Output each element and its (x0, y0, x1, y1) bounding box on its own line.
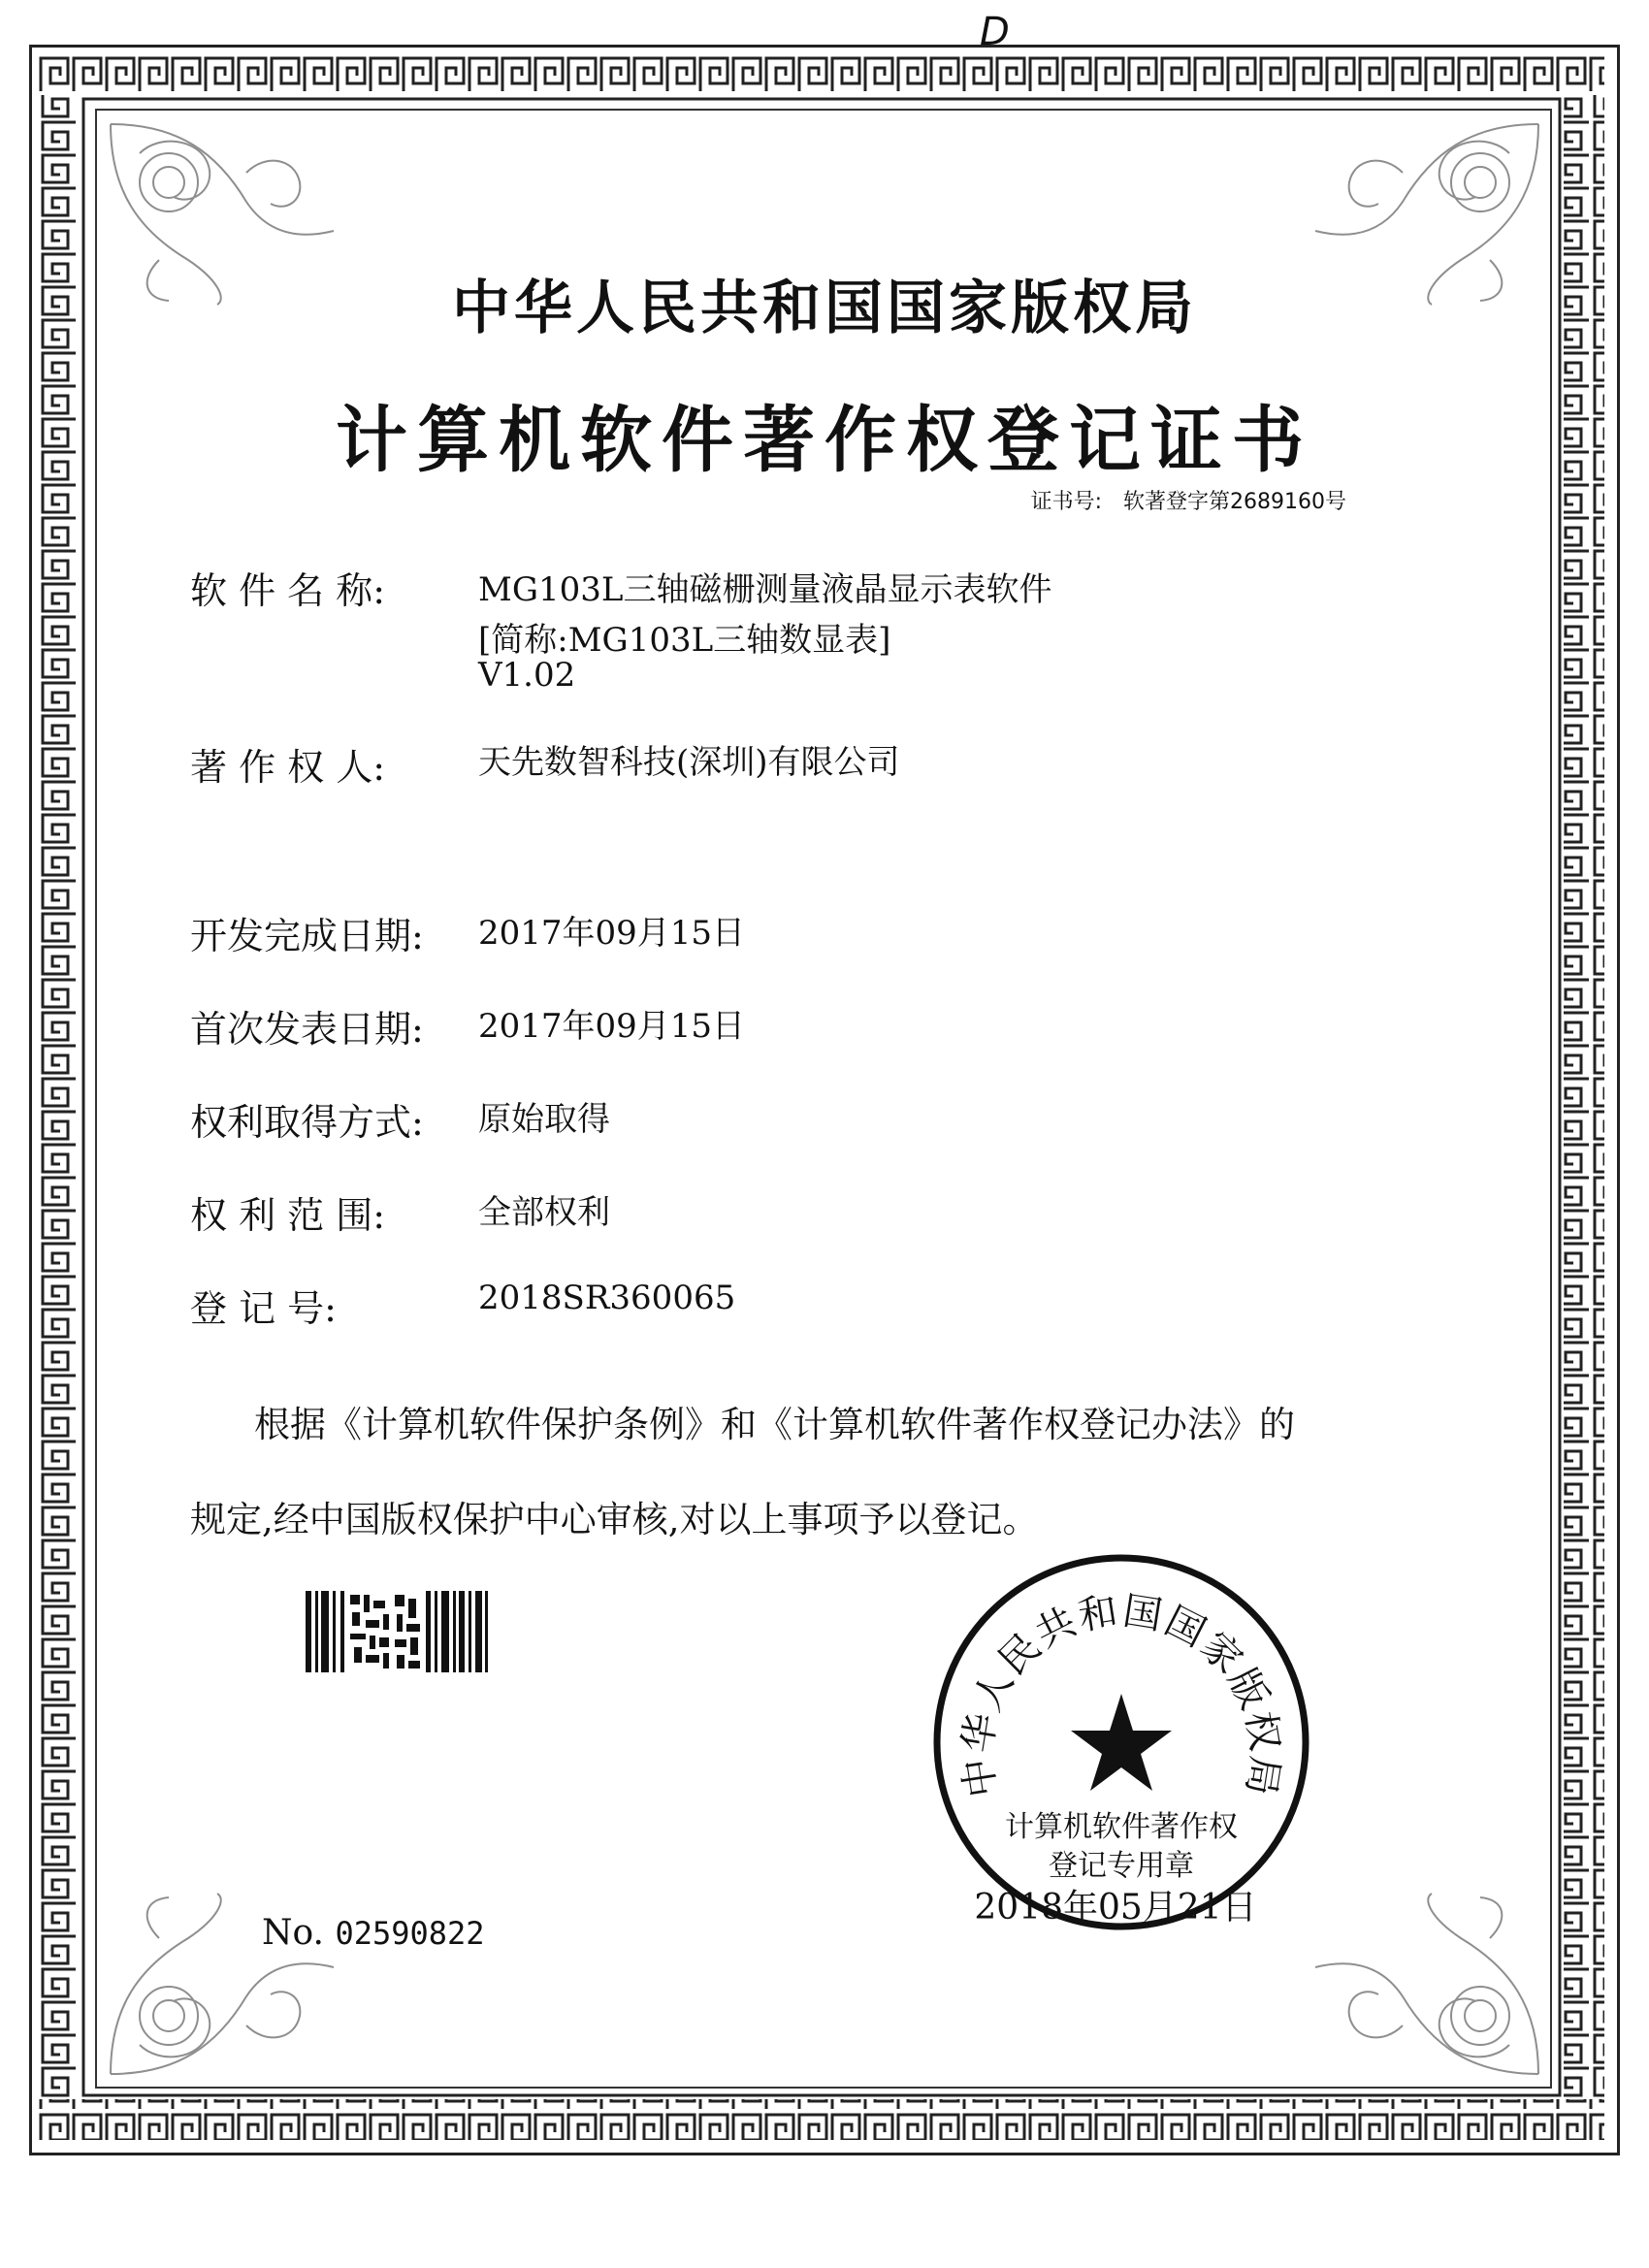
rights-scope-label: 权 利 范 围: (190, 1194, 386, 1237)
star-icon (1071, 1694, 1172, 1791)
software-name-value: MG103L三轴磁栅测量液晶显示表软件 (478, 570, 1052, 609)
body-text-line: 规定,经中国版权保护中心审核,对以上事项予以登记。 (190, 1499, 1039, 1540)
issue-date: 2018年05月21日 (974, 1888, 1257, 1928)
certificate-number (1031, 485, 1346, 515)
seal-line-2: 登记专用章 (1049, 1849, 1194, 1883)
registration-no-value: 2018SR360065 (478, 1279, 736, 1317)
dev-complete-date-label: 开发完成日期: (190, 915, 424, 957)
rights-acquisition-label: 权利取得方式: (190, 1101, 424, 1144)
corner-ornament-icon (1296, 1890, 1548, 2084)
copyright-owner-label: 著 作 权 人: (190, 746, 386, 789)
serial-prefix: No. (262, 1913, 324, 1953)
handwritten-scan-mark: D (980, 10, 1010, 54)
first-publish-date-value: 2017年09月15日 (478, 1007, 746, 1046)
seal-arc-text: 中华人民共和国国家版权局 (954, 1588, 1288, 1800)
issuer-heading: 中华人民共和国国家版权局 (452, 275, 1197, 342)
software-name-label: 软 件 名 称: (190, 569, 386, 612)
certificate-title: 计算机软件著作权登记证书 (336, 399, 1313, 482)
barcode-icon (306, 1591, 490, 1672)
seal-line-1: 计算机软件著作权 (1005, 1810, 1238, 1844)
serial-number (262, 1913, 485, 1953)
copyright-owner-value: 天先数智科技(深圳)有限公司 (478, 743, 900, 782)
certificate-number-value: 软著登字第2689160号 (1123, 490, 1346, 514)
body-text-line: 根据《计算机软件保护条例》和《计算机软件著作权登记办法》的 (254, 1404, 1295, 1445)
certificate-number-label: 证书号: (1030, 490, 1103, 514)
dev-complete-date-value: 2017年09月15日 (478, 914, 746, 953)
serial-value: 02590822 (335, 1915, 485, 1952)
first-publish-date-label: 首次发表日期: (190, 1008, 424, 1051)
rights-acquisition-value: 原始取得 (478, 1100, 610, 1139)
registration-no-label: 登 记 号: (190, 1287, 337, 1330)
software-version: V1.02 (478, 656, 576, 695)
software-short-name: [简称:MG103L三轴数显表] (478, 621, 891, 660)
rights-scope-value: 全部权利 (478, 1193, 610, 1232)
